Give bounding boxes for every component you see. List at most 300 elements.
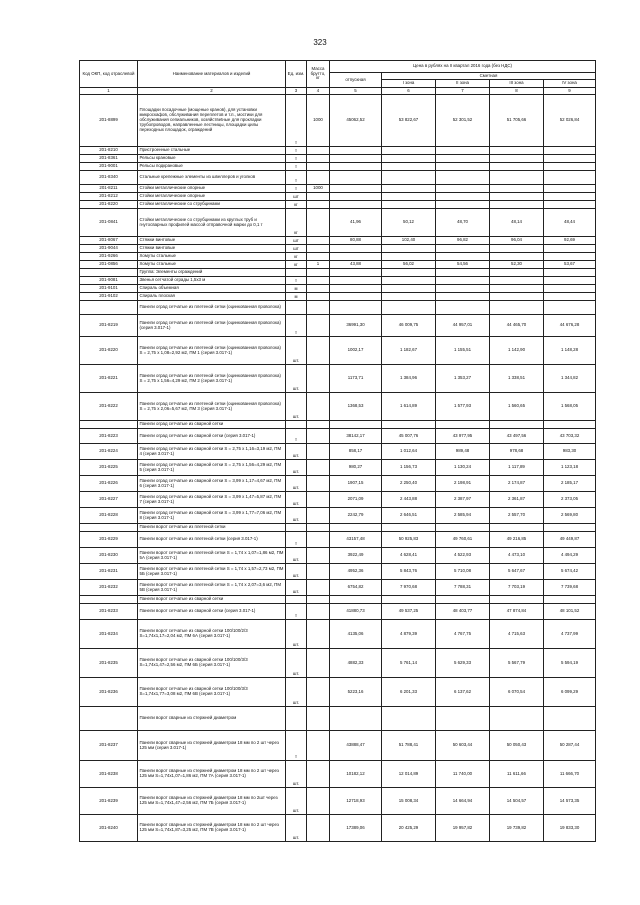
unit-cell: т — [286, 95, 307, 147]
okp-code-cell: 201-8238 — [80, 761, 138, 788]
zone-3-price-cell: 978,68 — [490, 444, 544, 460]
okp-code-cell: 201-8226 — [80, 476, 138, 492]
zone-3-price-cell — [490, 253, 544, 261]
mass-cell — [307, 147, 330, 155]
mass-cell — [307, 524, 330, 532]
zone-4-price-cell: 6 099,29 — [544, 678, 596, 707]
release-price-cell — [330, 253, 382, 261]
zone-1-price-cell — [382, 301, 436, 315]
release-price-cell — [330, 524, 382, 532]
zone-1-price-cell — [382, 269, 436, 277]
zone-4-price-cell — [544, 596, 596, 604]
zone-4-price-cell: 43 703,32 — [544, 429, 596, 444]
price-table — [79, 60, 596, 842]
mass-cell — [307, 492, 330, 508]
zone-4-price-cell: 1 148,28 — [544, 337, 596, 365]
release-price-cell — [330, 163, 382, 171]
release-price-cell: 980,27 — [330, 460, 382, 476]
zone-3-price-cell: 7 703,19 — [490, 580, 544, 596]
mass-cell — [307, 253, 330, 261]
mass-cell — [307, 277, 330, 285]
material-name-cell: Рельсы подкрановые — [138, 163, 286, 171]
table-body — [80, 95, 596, 842]
zone-1-price-cell: 2 250,40 — [382, 476, 436, 492]
okp-code-cell: 201-8228 — [80, 508, 138, 524]
release-price-cell: 1173,71 — [330, 365, 382, 393]
zone-3-price-cell: 11 611,66 — [490, 761, 544, 788]
zone-4-price-cell: 48 101,52 — [544, 604, 596, 620]
zone-3-price-cell: 47 874,84 — [490, 604, 544, 620]
zone-2-price-cell: 5 629,33 — [436, 649, 490, 678]
zone-1-price-cell: 1 614,89 — [382, 393, 436, 421]
unit-cell: шт. — [286, 564, 307, 580]
name-header: Наименование материалов и изделий — [138, 61, 286, 88]
release-price-cell — [330, 301, 382, 315]
unit-cell: т — [286, 171, 307, 185]
okp-code-cell — [80, 596, 138, 604]
zone-3-price-cell — [490, 301, 544, 315]
zone-2-price-cell: 54,56 — [436, 261, 490, 269]
unit-cell: кг — [286, 209, 307, 237]
mass-header: Масса брутто, кг — [307, 61, 330, 88]
mass-cell — [307, 421, 330, 429]
price-group-header: Цена в рублях на II квартал 2016 года (без НДС) — [330, 61, 596, 73]
zone-2-price-cell — [436, 293, 490, 301]
zone-1-price-cell: 2 443,88 — [382, 492, 436, 508]
zone-3-price-cell — [490, 163, 544, 171]
zone-2-price-cell — [436, 245, 490, 253]
zone-3-price-cell — [490, 293, 544, 301]
material-name-cell: Стяжки винтовые — [138, 245, 286, 253]
zone-4-price-cell: 2 373,05 — [544, 492, 596, 508]
okp-code-cell — [80, 301, 138, 315]
table-row — [80, 393, 596, 421]
zone-4-price-cell: 1 568,05 — [544, 393, 596, 421]
zone-4-price-cell — [544, 707, 596, 731]
mass-cell — [307, 293, 330, 301]
zone-4-price-cell — [544, 269, 596, 277]
zone-3-price-cell: 4 715,63 — [490, 620, 544, 649]
zone-4-price-cell: 983,30 — [544, 444, 596, 460]
table-row — [80, 201, 596, 209]
zone-4-price-cell — [544, 201, 596, 209]
table-row — [80, 277, 596, 285]
zone-1-header: I зона — [382, 80, 436, 88]
zone-4-price-cell: 14 573,35 — [544, 788, 596, 815]
table-row — [80, 678, 596, 707]
zone-3-price-cell — [490, 707, 544, 731]
table-row — [80, 788, 596, 815]
okp-code-cell: 201-8221 — [80, 365, 138, 393]
table-row — [80, 815, 596, 842]
okp-code-cell: 201-8230 — [80, 548, 138, 564]
zone-4-price-cell: 11 666,70 — [544, 761, 596, 788]
zone-4-price-cell — [544, 163, 596, 171]
zone-2-price-cell: 48,70 — [436, 209, 490, 237]
mass-cell — [307, 209, 330, 237]
okp-code-cell: 201-9001 — [80, 163, 138, 171]
zone-1-price-cell: 53 822,67 — [382, 95, 436, 147]
release-price-cell — [330, 277, 382, 285]
zone-1-price-cell — [382, 171, 436, 185]
zone-1-price-cell: 15 008,34 — [382, 788, 436, 815]
code-header: Код ОКП, код отраслевой — [80, 61, 138, 88]
zone-3-price-cell: 52,30 — [490, 261, 544, 269]
zone-1-price-cell — [382, 421, 436, 429]
unit-cell: шт. — [286, 460, 307, 476]
table-row — [80, 95, 596, 147]
zone-4-price-cell: 92,69 — [544, 237, 596, 245]
material-name-cell: Панели оград сетчатые из сварной сетки S = 2,75 x 1,16=3,19 м2, ПМ 4 (серия 3.017-1) — [138, 444, 286, 460]
zone-3-price-cell: 1 142,90 — [490, 337, 544, 365]
zone-2-price-cell — [436, 421, 490, 429]
okp-code-cell — [80, 269, 138, 277]
release-price-cell — [330, 193, 382, 201]
zone-2-price-cell — [436, 285, 490, 293]
unit-cell: шт. — [286, 365, 307, 393]
material-name-cell: Панели оград сетчатые из плетеной сетки (оцинкованная проволока) — [138, 301, 286, 315]
release-price-cell — [330, 421, 382, 429]
unit-cell — [286, 524, 307, 532]
mass-cell — [307, 269, 330, 277]
material-name-cell: Стяжки винтовые — [138, 237, 286, 245]
unit-cell: шт. — [286, 761, 307, 788]
zone-3-price-cell — [490, 193, 544, 201]
page-number: 323 — [313, 38, 327, 47]
zone-1-price-cell: 49 537,25 — [382, 604, 436, 620]
table-row — [80, 245, 596, 253]
mass-cell — [307, 245, 330, 253]
release-price-cell: 1002,17 — [330, 337, 382, 365]
zone-4-price-cell: 4 494,29 — [544, 548, 596, 564]
okp-code-cell: 201-8240 — [80, 815, 138, 842]
release-price-cell — [330, 707, 382, 731]
zone-2-price-cell — [436, 155, 490, 163]
unit-cell — [286, 596, 307, 604]
zone-2-price-cell: 1 353,27 — [436, 365, 490, 393]
release-price-cell: 3922,49 — [330, 548, 382, 564]
release-price-cell: 1907,15 — [330, 476, 382, 492]
zone-2-price-cell — [436, 201, 490, 209]
zone-1-price-cell: 51 788,41 — [382, 731, 436, 761]
zone-3-price-cell — [490, 147, 544, 155]
mass-cell — [307, 163, 330, 171]
material-name-cell: Спираль объемная — [138, 285, 286, 293]
release-price-cell: 36991,30 — [330, 315, 382, 337]
okp-code-cell: 201-8340 — [80, 171, 138, 185]
table-row — [80, 524, 596, 532]
table-row — [80, 163, 596, 171]
zone-3-price-cell: 43 497,56 — [490, 429, 544, 444]
okp-code-cell: 201-8219 — [80, 315, 138, 337]
zone-4-price-cell — [544, 277, 596, 285]
unit-cell — [286, 421, 307, 429]
unit-cell: т — [286, 155, 307, 163]
zone-3-price-cell: 51 705,66 — [490, 95, 544, 147]
column-number: 2 — [138, 88, 286, 95]
zone-3-price-cell — [490, 277, 544, 285]
material-name-cell: Панели ворот сварные из стержней диаметром 18 мм по 2 шт через 125 мм S=1,74x1,87=3,25 м2, ПМ 7В (серия 3.017-1) — [138, 815, 286, 842]
material-name-cell: Панели ворот сетчатые из сварной сетки — [138, 596, 286, 604]
mass-cell — [307, 731, 330, 761]
unit-cell: т — [286, 731, 307, 761]
zone-3-price-cell: 44 465,70 — [490, 315, 544, 337]
zone-4-price-cell: 19 833,30 — [544, 815, 596, 842]
zone-1-price-cell — [382, 185, 436, 193]
zone-4-price-cell: 5 674,42 — [544, 564, 596, 580]
release-price-cell: 17389,06 — [330, 815, 382, 842]
table-row — [80, 253, 596, 261]
release-price-cell: 4882,33 — [330, 649, 382, 678]
mass-cell — [307, 596, 330, 604]
zone-4-price-cell — [544, 155, 596, 163]
release-price-cell: 4135,06 — [330, 620, 382, 649]
zone-1-price-cell: 1 384,96 — [382, 365, 436, 393]
table-row — [80, 285, 596, 293]
zone-4-price-cell: 5 594,19 — [544, 649, 596, 678]
zone-2-price-cell: 52 301,52 — [436, 95, 490, 147]
material-name-cell: Панели оград сетчатые из плетеной сетки (оцинкованная проволока) S = 2,75 x 2,06=5,67 м2, ПМ 3 (серия 3.017-1) — [138, 393, 286, 421]
zone-2-price-cell — [436, 253, 490, 261]
okp-code-cell: 201-8220 — [80, 337, 138, 365]
zone-1-price-cell: 7 970,68 — [382, 580, 436, 596]
zone-1-price-cell: 20 425,29 — [382, 815, 436, 842]
zone-1-price-cell — [382, 707, 436, 731]
zone-2-price-cell: 1 130,24 — [436, 460, 490, 476]
unit-cell: т — [286, 532, 307, 548]
release-price-cell: 12718,93 — [330, 788, 382, 815]
zone-1-price-cell — [382, 147, 436, 155]
mass-cell — [307, 285, 330, 293]
release-price-cell: 10182,12 — [330, 761, 382, 788]
zone-1-price-cell: 1 182,67 — [382, 337, 436, 365]
okp-code-cell — [80, 421, 138, 429]
material-name-cell: Спираль плоская — [138, 293, 286, 301]
table-row — [80, 147, 596, 155]
unit-cell: м — [286, 285, 307, 293]
zone-1-price-cell — [382, 163, 436, 171]
okp-code-cell: 201-8229 — [80, 532, 138, 548]
zone-1-price-cell — [382, 245, 436, 253]
mass-cell — [307, 237, 330, 245]
okp-code-cell: 201-8234 — [80, 620, 138, 649]
zone-2-price-cell: 14 664,94 — [436, 788, 490, 815]
material-name-cell: Панели ворот сетчатые из плетеной сетки — [138, 524, 286, 532]
table-row — [80, 301, 596, 315]
zone-3-price-cell: 6 070,54 — [490, 678, 544, 707]
zone-4-price-cell: 2 185,17 — [544, 476, 596, 492]
mass-cell — [307, 460, 330, 476]
zone-2-price-cell — [436, 185, 490, 193]
zone-3-price-cell — [490, 185, 544, 193]
release-price-cell — [330, 155, 382, 163]
zone-2-price-cell: 49 760,61 — [436, 532, 490, 548]
release-price-cell: 43888,47 — [330, 731, 382, 761]
unit-cell: шт. — [286, 649, 307, 678]
unit-cell: т — [286, 429, 307, 444]
table-row — [80, 564, 596, 580]
zone-3-price-cell: 1 338,51 — [490, 365, 544, 393]
mass-cell — [307, 761, 330, 788]
unit-cell: м — [286, 293, 307, 301]
zone-2-price-cell — [436, 147, 490, 155]
release-price-cell — [330, 201, 382, 209]
okp-code-cell: 201-8231 — [80, 564, 138, 580]
table-row — [80, 261, 596, 269]
material-name-cell: Панели оград сетчатые из сварной сетки — [138, 421, 286, 429]
okp-code-cell: 201-8236 — [80, 678, 138, 707]
okp-code-cell: 201-8233 — [80, 604, 138, 620]
table-row — [80, 620, 596, 649]
zone-2-price-cell: 48 403,77 — [436, 604, 490, 620]
mass-cell — [307, 532, 330, 548]
material-name-cell: Рельсы крановые — [138, 155, 286, 163]
zone-3-price-cell: 19 739,82 — [490, 815, 544, 842]
okp-code-cell: 201-8224 — [80, 444, 138, 460]
okp-code-cell: 201-8211 — [80, 185, 138, 193]
table-row — [80, 155, 596, 163]
zone-3-price-cell: 50 050,43 — [490, 731, 544, 761]
unit-cell: шт — [286, 245, 307, 253]
okp-code-cell: 201-9044 — [80, 245, 138, 253]
material-name-cell: Площадки посадочные (мощеные кранов), для установки микроскафов, обслуживания переплетов и т.п., мостики для обслуживания сепиальников, хозяйствеtные для прокладки трубопроводов, направленные лестницы, площадки цилы переходных площадок, ограждений — [138, 95, 286, 147]
mass-cell — [307, 429, 330, 444]
zone-4-price-cell: 4 737,99 — [544, 620, 596, 649]
material-name-cell: Панели оград сетчатые из сварной сетки (серия 3.017-1) — [138, 429, 286, 444]
zone-2-price-cell — [436, 301, 490, 315]
zone-2-price-cell: 2 585,94 — [436, 508, 490, 524]
zone-2-price-cell: 5 710,08 — [436, 564, 490, 580]
table-row — [80, 508, 596, 524]
okp-code-cell: 201-8235 — [80, 649, 138, 678]
release-price-cell: 2242,79 — [330, 508, 382, 524]
unit-cell: шт. — [286, 580, 307, 596]
zone-2-price-cell: 4 522,93 — [436, 548, 490, 564]
material-name-cell: Панели ворот сетчатые из плетеной сетки S = 1,74 x 1,57=2,73 м2, ПМ 5Б (серия 3.017-1) — [138, 564, 286, 580]
zone-2-price-cell: 19 957,82 — [436, 815, 490, 842]
material-name-cell: Стойки металлические опорные — [138, 185, 286, 193]
material-name-cell: Панели ворот сварные из стержней диаметром 18 мм по 2 шт через 125 мм S=1,74x1,07=1,86 м2, ПМ 7А (серия 3.017-1) — [138, 761, 286, 788]
release-price-cell — [330, 185, 382, 193]
zone-1-price-cell — [382, 277, 436, 285]
material-name-cell: Панели оград сетчатые из плетеной сетки (оцинкованная проволока) S = 2,75 x 1,56=4,29 м2, ПМ 2 (серия 3.017-1) — [138, 365, 286, 393]
mass-cell — [307, 604, 330, 620]
okp-code-cell: 201-9102 — [80, 293, 138, 301]
zone-1-price-cell: 5 843,76 — [382, 564, 436, 580]
mass-cell: 1000 — [307, 185, 330, 193]
zone-4-price-cell: 44 676,28 — [544, 315, 596, 337]
mass-cell — [307, 315, 330, 337]
estimate-price-header: Сметная — [382, 73, 596, 80]
material-name-cell: Панели оград сетчатые из сварной сетки S = 3,99 x 1,77=7,06 м2, ПМ 8 (серия 3.017-1) — [138, 508, 286, 524]
zone-1-price-cell: 50 925,83 — [382, 532, 436, 548]
unit-cell — [286, 707, 307, 731]
table-row — [80, 761, 596, 788]
column-number: 7 — [436, 88, 490, 95]
zone-1-price-cell — [382, 596, 436, 604]
table-row — [80, 185, 596, 193]
release-price-cell: 41,96 — [330, 209, 382, 237]
material-name-cell: Панели оград сетчатые из сварной сетки S = 3,99 x 1,47=5,87 м2, ПМ 7 (серия 3.017-1) — [138, 492, 286, 508]
release-price-cell: 4952,36 — [330, 564, 382, 580]
okp-code-cell: 201-8223 — [80, 429, 138, 444]
zone-3-price-cell — [490, 524, 544, 532]
table-row — [80, 476, 596, 492]
okp-code-cell: 201-8222 — [80, 393, 138, 421]
zone-3-price-cell — [490, 155, 544, 163]
zone-2-price-cell: 1 577,93 — [436, 393, 490, 421]
zone-3-price-cell: 49 216,85 — [490, 532, 544, 548]
unit-cell: шт. — [286, 444, 307, 460]
zone-2-price-cell: 7 788,31 — [436, 580, 490, 596]
zone-4-price-cell — [544, 185, 596, 193]
unit-cell: т — [286, 604, 307, 620]
zone-3-price-cell: 1 117,89 — [490, 460, 544, 476]
release-price-cell: 41880,73 — [330, 604, 382, 620]
release-price-header: отпускная — [330, 73, 382, 88]
column-number-row — [80, 88, 596, 95]
material-name-cell: Пристроенные стальные — [138, 147, 286, 155]
material-name-cell: Панели ворот сетчатые из сварной сетки 100/100/3/3 S=1,74x1,77=3,08 м2, ПМ 6В (серия 3.017-1) — [138, 678, 286, 707]
zone-3-price-cell — [490, 201, 544, 209]
mass-cell — [307, 788, 330, 815]
table-row — [80, 315, 596, 337]
okp-code-cell: 201-8232 — [80, 580, 138, 596]
okp-code-cell: 201-0841 — [80, 209, 138, 237]
zone-1-price-cell: 2 646,51 — [382, 508, 436, 524]
material-name-cell: Стойки металлические со струбцинами из круглых труб и гнутосварных профилей массой отправочной марки до 0,1 т — [138, 209, 286, 237]
release-price-cell — [330, 293, 382, 301]
unit-cell: шт. — [286, 815, 307, 842]
release-price-cell: 6754,82 — [330, 580, 382, 596]
mass-cell — [307, 201, 330, 209]
zone-1-price-cell: 6 201,33 — [382, 678, 436, 707]
zone-2-price-cell: 2 198,91 — [436, 476, 490, 492]
material-name-cell: Панели ворот сетчатые из плетеной сетки S = 1,74 x 2,07=3,6 м2, ПМ 5В (серия 3.017-1) — [138, 580, 286, 596]
zone-4-price-cell — [544, 301, 596, 315]
zone-4-price-cell: 7 739,68 — [544, 580, 596, 596]
zone-3-price-cell — [490, 269, 544, 277]
unit-cell: шт — [286, 237, 307, 245]
okp-code-cell — [80, 524, 138, 532]
okp-code-cell: 201-8210 — [80, 147, 138, 155]
table-row — [80, 707, 596, 731]
zone-4-price-cell: 2 569,80 — [544, 508, 596, 524]
mass-cell — [307, 301, 330, 315]
zone-1-price-cell — [382, 293, 436, 301]
zone-3-price-cell — [490, 421, 544, 429]
table-row — [80, 444, 596, 460]
zone-3-price-cell — [490, 596, 544, 604]
table-row — [80, 237, 596, 245]
release-price-cell: 5223,16 — [330, 678, 382, 707]
release-price-cell: 43,88 — [330, 261, 382, 269]
unit-cell — [286, 301, 307, 315]
zone-1-price-cell: 5 761,14 — [382, 649, 436, 678]
column-number: 3 — [286, 88, 307, 95]
zone-4-price-cell: 1 344,82 — [544, 365, 596, 393]
material-name-cell: Панели оград сетчатые из сварной сетки S = 3,99 x 1,17=4,67 м2, ПМ 6 (серия 3.017-1) — [138, 476, 286, 492]
mass-cell — [307, 444, 330, 460]
okp-code-cell: 201-8212 — [80, 193, 138, 201]
zone-1-price-cell — [382, 524, 436, 532]
unit-cell — [286, 269, 307, 277]
release-price-cell — [330, 245, 382, 253]
release-price-cell — [330, 147, 382, 155]
mass-cell — [307, 707, 330, 731]
zone-4-price-cell — [544, 147, 596, 155]
unit-cell: шт. — [286, 508, 307, 524]
